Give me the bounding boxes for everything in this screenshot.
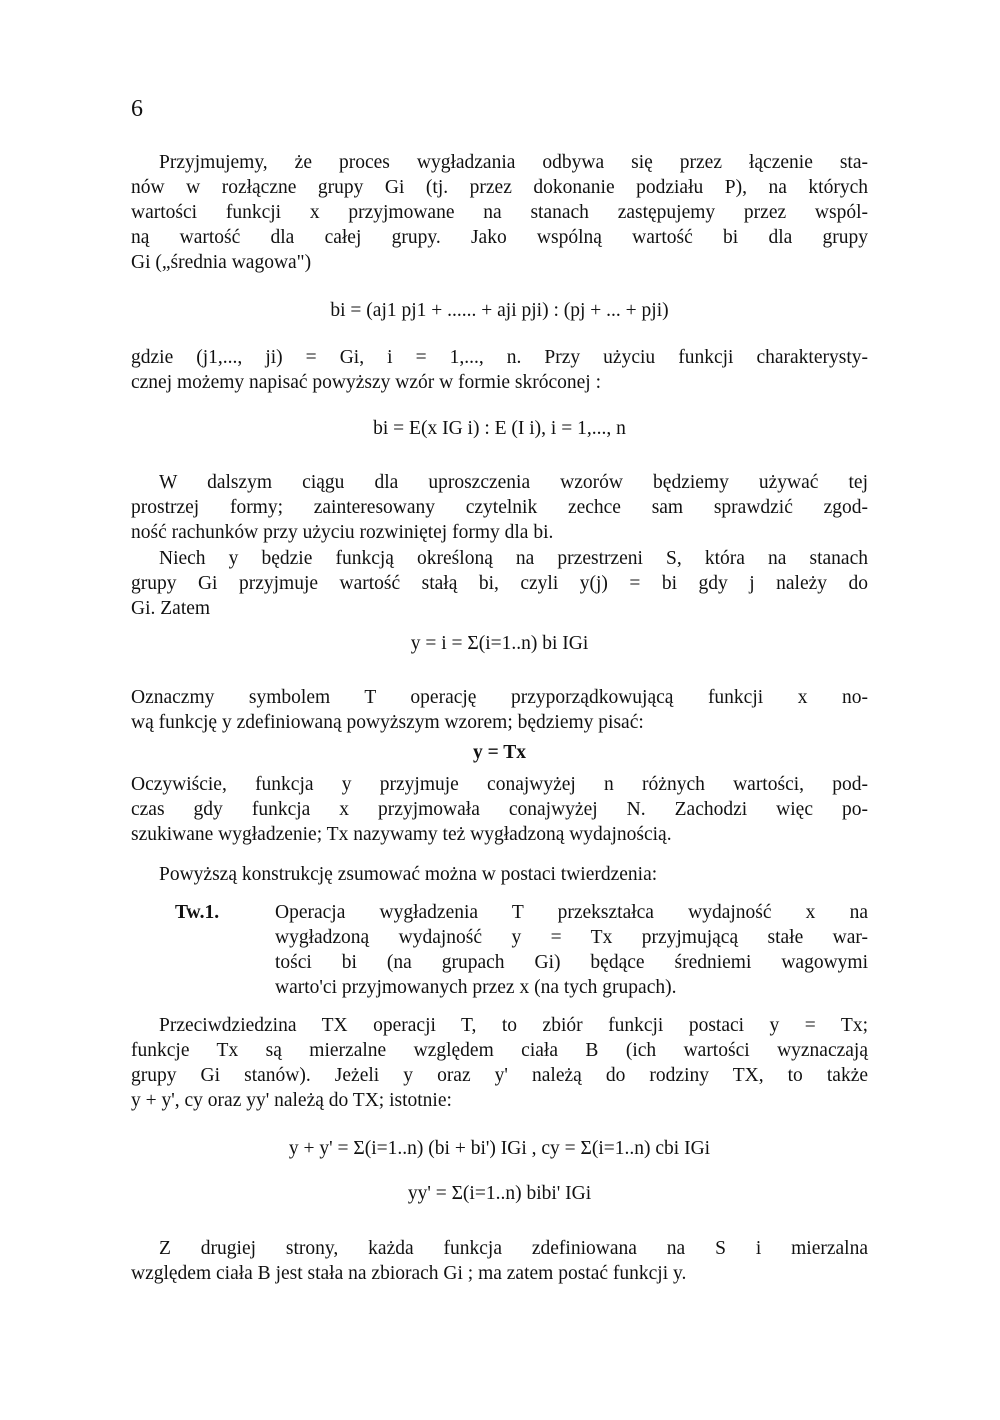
text-line: Przeciwdziedzina TX operacji T, to zbiór funkcji postaci y = Tx; [159,1015,868,1036]
text-line: Z drugiej strony, każda funkcja zdefiniowana na S i mierzalna [159,1238,868,1259]
equation-4: y = Tx [472,742,526,763]
paragraph-1 [131,150,868,275]
paragraph-3 [131,470,868,545]
text-line: funkcje Tx są mierzalne względem ciała B (ich wartości wyznaczają [131,1040,868,1061]
text-line: y + y', cy oraz yy' należą do TX; istotnie: [131,1090,452,1111]
text-line: W dalszym ciągu dla uproszczenia wzorów będziemy używać tej [159,472,868,493]
text-line: szukiwane wygładzenie; Tx nazywamy też wygładzoną wydajnością. [131,824,672,845]
text-line: Niech y będzie funkcją określoną na przestrzeni S, która na stanach [159,548,868,569]
text-line: ność rachunków przy użyciu rozwiniętej formy dla bi. [131,522,554,543]
text-line: Powyższą konstrukcję zsumować można w postaci twierdzenia: [159,864,658,885]
text-line: ną wartość dla całej grupy. Jako wspólną wartość bi dla grupy [131,227,868,248]
page-number: 6 [131,96,143,122]
text-line: wą funkcję y zdefiniowaną powyższym wzorem; będziemy pisać: [131,712,644,733]
text-line: Przyjmujemy, że proces wygładzania odbywa się przez łączenie sta- [159,152,868,173]
text-line: Gi. Zatem [131,598,211,619]
equation-1: bi = (aj1 pj1 + ...... + aji pji) : (pj + ... + pji) [330,300,669,321]
text-line: grupy Gi przyjmuje wartość stałą bi, czyli y(j) = bi gdy j należy do [131,573,868,594]
text-line: grupy Gi stanów). Jeżeli y oraz y' należą do rodziny TX, to także [131,1065,868,1086]
text-line: wartości funkcji x przyjmowane na stanach zastępujemy przez wspól- [131,202,868,223]
text-line: tości bi (na grupach Gi) będące średniemi wagowymi [275,952,868,973]
text-line: nów w rozłączne grupy Gi (tj. przez dokonanie podziału P), na których [131,177,868,198]
text-line: względem ciała B jest stała na zbiorach Gi ; ma zatem postać funkcji y. [131,1263,687,1284]
equation-3: y = i = Σ(i=1..n) bi IGi [410,633,589,654]
paragraph-4 [131,546,868,621]
paragraph-9 [131,1236,868,1286]
text-line: wygładzoną wydajność y = Tx przyjmującą stałe war- [275,927,868,948]
paragraph-7 [131,862,868,887]
text-line: Oznaczmy symbolem T operację przyporządkowującą funkcji x no- [131,687,868,708]
text-line: Gi („średnia wagowa") [131,252,312,273]
paragraph-2 [131,345,868,395]
theorem [175,900,868,1000]
theorem-body [275,900,868,1000]
text-line: warto'ci przyjmowanych przez x (na tych grupach). [275,977,677,998]
text-line: Oczywiście, funkcja y przyjmuje conajwyżej n różnych wartości, pod- [131,774,868,795]
theorem-label: Tw.1. [175,902,220,923]
text-line: gdzie (j1,..., ji) = Gi, i = 1,..., n. Przy użyciu funkcji charakterysty- [131,347,868,368]
paragraph-5 [131,685,868,735]
equation-2: bi = E(x IG i) : E (I i), i = 1,..., n [373,418,626,439]
paragraph-6 [131,772,868,847]
paragraph-8 [131,1013,868,1113]
equation-5: y + y' = Σ(i=1..n) (bi + bi') IGi , cy = Σ(i=1..n) cbi IGi [288,1138,711,1159]
equation-6: yy' = Σ(i=1..n) bibi' IGi [407,1183,592,1204]
text-line: czas gdy funkcja x przyjmowała conajwyżej N. Zachodzi więc po- [131,799,868,820]
text-line: cznej możemy napisać powyższy wzór w formie skróconej : [131,372,601,393]
text-line: prostrzej formy; zainteresowany czytelnik zechce sam sprawdzić zgod- [131,497,868,518]
text-line: Operacja wygładzenia T przekształca wydajność x na [275,902,868,923]
